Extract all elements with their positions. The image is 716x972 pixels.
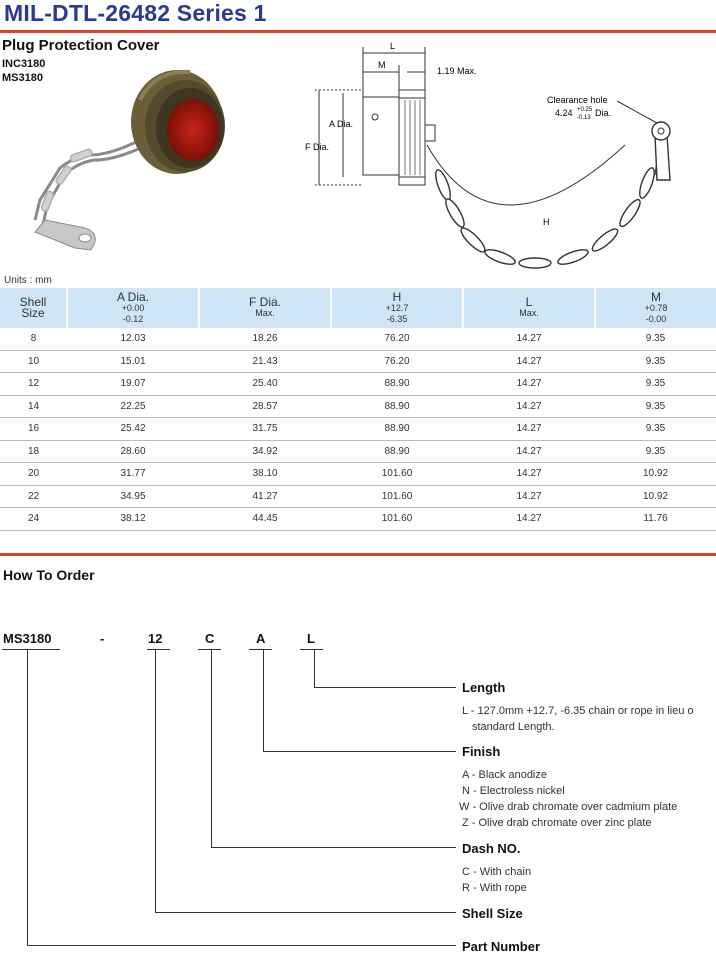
table-cell: 22 [0,485,67,508]
table-cell: 14.27 [463,485,595,508]
col-header-l: L Max. [463,288,595,328]
table-cell: 15.01 [67,350,199,373]
table-cell: 101.60 [331,485,463,508]
table-row [0,485,716,508]
table-row [0,395,716,418]
table-cell: 9.35 [595,350,716,373]
code-finish: A [256,631,266,646]
code-dash: - [100,631,105,646]
table-cell: 19.07 [67,373,199,396]
table-cell: 8 [0,328,67,350]
finish-option-n: N - Electroless nickel [462,785,565,797]
length-option-2: standard Length. [472,721,555,733]
middle-rule [0,553,716,556]
leader-dash-v [211,650,212,848]
table-cell: 10.92 [595,463,716,486]
finish-option-w: W - Olive drab chromate over cadmium plate [459,801,678,813]
document-title: MIL-DTL-26482 Series 1 [4,0,267,26]
dim-label-a-dia: A Dia. [329,119,354,129]
table-cell: 14.27 [463,463,595,486]
table-cell: 9.35 [595,373,716,396]
table-cell: 101.60 [331,508,463,531]
part-number-ms: MS3180 [2,72,43,84]
clearance-label-2: 4.24 [555,108,573,118]
dimensions-table [0,288,716,531]
table-cell: 88.90 [331,440,463,463]
leader-shell-h [155,912,456,913]
code-underline-shell [147,649,170,650]
table-cell: 38.12 [67,508,199,531]
clearance-label-3: Dia. [595,108,612,118]
table-header-row [0,288,716,328]
table-cell: 41.27 [199,485,331,508]
leader-finish-v [263,650,264,752]
col-header-m: M +0.78 -0.00 [595,288,716,328]
dim-label-f-dia: F Dia. [305,142,330,152]
part-number-label: Part Number [462,939,541,954]
table-cell: 22.25 [67,395,199,418]
col-header-f-dia: F Dia. Max. [199,288,331,328]
clearance-tol-plus: +0.25 [577,107,593,113]
code-underline-part [2,649,60,650]
length-label: Length [462,680,506,695]
table-cell: 76.20 [331,350,463,373]
dash-option-c: C - With chain [462,866,532,878]
table-cell: 28.57 [199,395,331,418]
code-underline-length [300,649,323,650]
table-cell: 76.20 [331,328,463,350]
dash-option-r: R - With rope [462,882,527,894]
units-label: Units : mm [4,275,52,286]
table-row [0,508,716,531]
leader-dash-h [211,847,456,848]
table-row [0,328,716,350]
code-underline-type [198,649,221,650]
clearance-label-1: Clearance hole [547,95,608,105]
table-cell: 34.92 [199,440,331,463]
dim-label-h: H [543,217,550,227]
dim-label-l: L [390,41,396,51]
product-photo [15,60,245,255]
dimension-drawing [295,35,716,270]
table-cell: 12 [0,373,67,396]
length-option-1: L - 127.0mm +12.7, -6.35 chain or rope in lieu o [462,705,694,717]
dim-label-max: 1.19 Max. [437,66,477,76]
table-cell: 18.26 [199,328,331,350]
table-cell: 9.35 [595,395,716,418]
table-cell: 14.27 [463,350,595,373]
table-cell: 31.75 [199,418,331,441]
table-cell: 25.42 [67,418,199,441]
leader-part-h [27,945,456,946]
table-cell: 14.27 [463,395,595,418]
how-to-order-title: How To Order [3,567,95,583]
leader-finish-h [263,751,456,752]
table-cell: 21.43 [199,350,331,373]
table-row [0,418,716,441]
table-cell: 44.45 [199,508,331,531]
table-cell: 101.60 [331,463,463,486]
table-cell: 10.92 [595,485,716,508]
finish-label: Finish [462,744,501,759]
dash-no-label: Dash NO. [462,841,521,856]
code-underline-finish [249,649,272,650]
table-cell: 11.76 [595,508,716,531]
table-cell: 14.27 [463,328,595,350]
table-cell: 9.35 [595,328,716,350]
top-rule [0,30,716,33]
section-title: Plug Protection Cover [2,37,160,54]
leader-part-v [27,650,28,946]
table-cell: 14.27 [463,440,595,463]
table-row [0,373,716,396]
code-shell: 12 [148,631,163,646]
table-cell: 14.27 [463,373,595,396]
table-cell: 88.90 [331,373,463,396]
code-part: MS3180 [3,631,52,646]
table-cell: 14.27 [463,418,595,441]
shell-size-label: Shell Size [462,906,523,921]
col-header-shell-size: Shell Size [0,288,67,328]
table-cell: 20 [0,463,67,486]
code-length: L [307,631,315,646]
col-header-a-dia: A Dia. +0.00 -0.12 [67,288,199,328]
table-row [0,350,716,373]
clearance-tol-minus: -0.13 [577,115,591,121]
table-cell: 24 [0,508,67,531]
table-cell: 28.60 [67,440,199,463]
table-cell: 25.40 [199,373,331,396]
table-cell: 88.90 [331,418,463,441]
table-cell: 14 [0,395,67,418]
finish-option-z: Z - Olive drab chromate over zinc plate [462,817,652,829]
table-cell: 34.95 [67,485,199,508]
table-cell: 12.03 [67,328,199,350]
leader-shell-v [155,650,156,913]
table-cell: 16 [0,418,67,441]
table-cell: 9.35 [595,440,716,463]
leader-length-h [314,687,456,688]
finish-option-a: A - Black anodize [462,769,547,781]
table-cell: 31.77 [67,463,199,486]
dim-label-m: M [378,60,386,70]
part-number-inc: INC3180 [2,58,46,70]
table-cell: 10 [0,350,67,373]
table-row [0,463,716,486]
table-cell: 14.27 [463,508,595,531]
table-row [0,440,716,463]
code-type: C [205,631,215,646]
table-cell: 9.35 [595,418,716,441]
table-cell: 18 [0,440,67,463]
leader-length-v [314,650,315,688]
table-cell: 38.10 [199,463,331,486]
table-cell: 88.90 [331,395,463,418]
col-header-h: H +12.7 -6.35 [331,288,463,328]
